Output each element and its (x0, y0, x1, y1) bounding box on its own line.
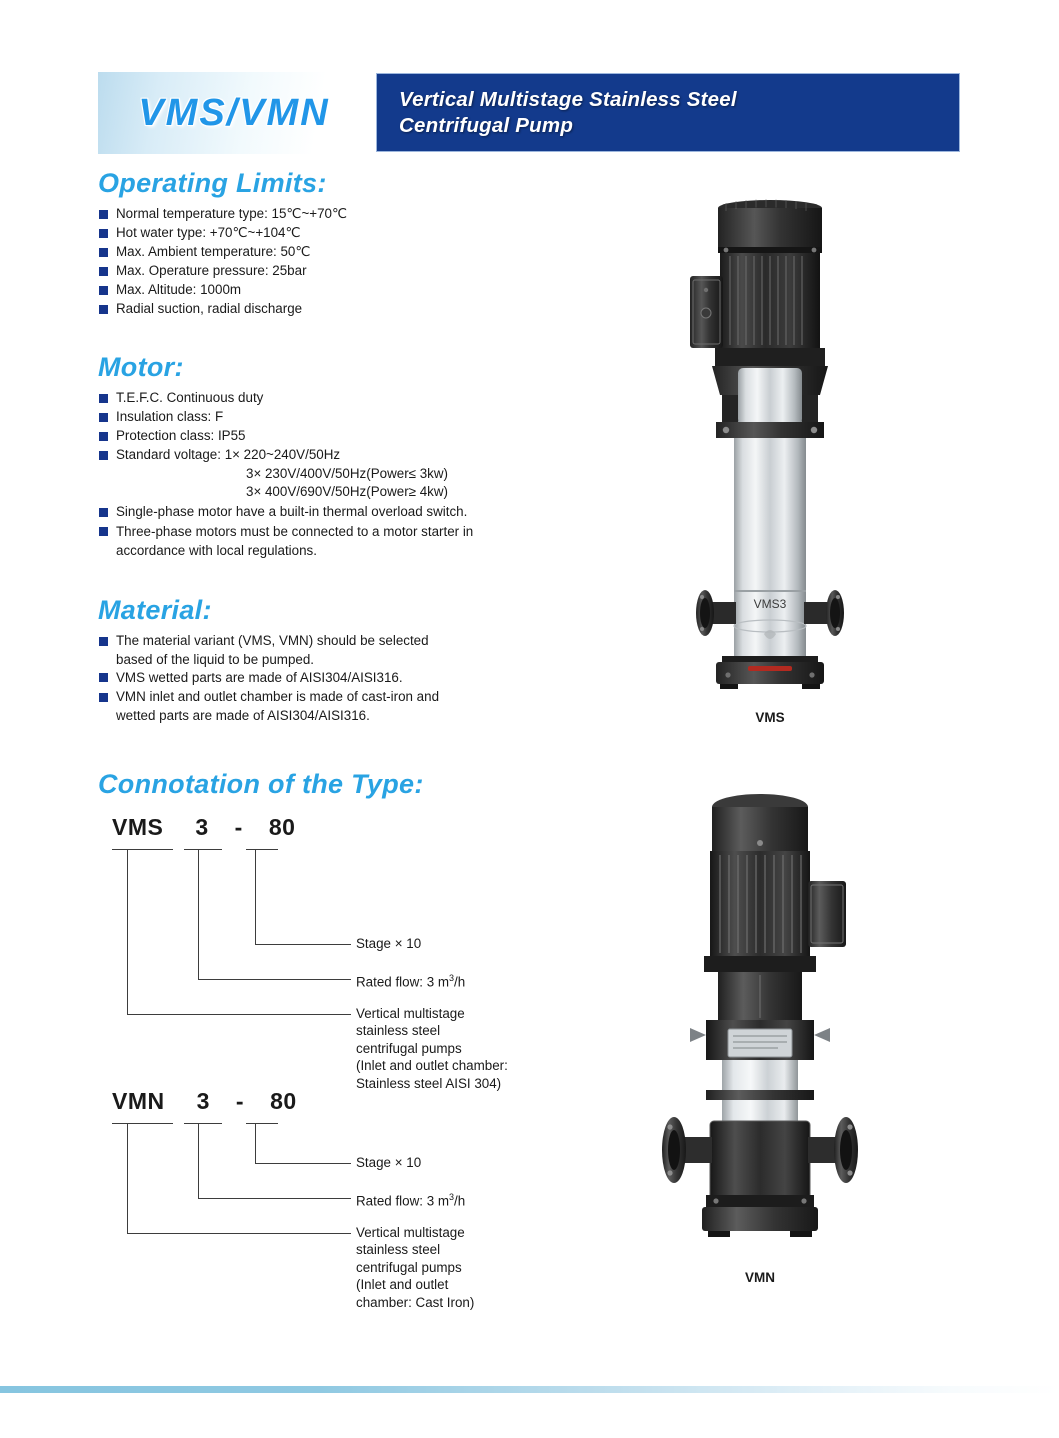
desc-line: chamber: Cast Iron) (356, 1295, 475, 1311)
operating-limits-list (98, 205, 568, 318)
code-flow: 3 (195, 813, 209, 840)
list-item: Three-phase motors must be connected to a motor starter in (98, 523, 568, 541)
voltage-line-3: 3× 400V/690V/50Hz(Power≥ 4kw) (246, 484, 448, 500)
material-heading: Material: (98, 595, 212, 626)
list-item: Max. Operature pressure: 25bar (98, 262, 568, 280)
leader-flow-vertical (198, 849, 199, 979)
desc-line: Vertical multistage (356, 1005, 465, 1021)
leader-desc-vertical (127, 849, 128, 1014)
pump-sleeve-upper (734, 438, 806, 590)
motor-continuation-line: accordance with local regulations. (116, 542, 317, 558)
leader-stage-horizontal (255, 1163, 351, 1164)
code-prefix: VMN (112, 1087, 165, 1114)
leader-stage-horizontal (255, 944, 351, 945)
label-flow: Rated flow: 3 $m^3/h$ (356, 972, 466, 990)
code-dash: - (235, 1087, 245, 1114)
label-flow: Rated flow: 3 $m^3/h$ (356, 1191, 466, 1209)
leader-flow-vertical (198, 1123, 199, 1198)
underline-stage (246, 1123, 278, 1124)
vmn-pump-caption: VMN (745, 1270, 775, 1285)
label-stage: Stage × 10 (356, 935, 422, 951)
vmn-pump-image (610, 785, 910, 1275)
pump-body-label: VMS3 (753, 597, 787, 611)
base-red-stripe (748, 666, 792, 671)
leader-stage-vertical (255, 1123, 256, 1163)
code-prefix: VMS (112, 813, 164, 840)
operating-limits-heading: Operating Limits: (98, 168, 327, 198)
title-line-2: Centrifugal Pump (399, 113, 574, 137)
vms-pump-caption: VMS (755, 710, 785, 725)
label-description (356, 1224, 474, 1312)
vent-screw-left (690, 1028, 706, 1042)
terminal-box (808, 881, 846, 947)
underline-prefix (112, 849, 173, 850)
desc-line: stainless steel (356, 1242, 441, 1258)
type-code-vms (112, 814, 295, 841)
desc-line: (Inlet and outlet chamber: (356, 1058, 508, 1074)
list-item: Standard voltage: 1× 220~240V/50Hz (98, 446, 568, 464)
page-header (98, 72, 960, 154)
list-item: Radial suction, radial discharge (98, 300, 568, 318)
material-continuation-1: based of the liquid to be pumped. (116, 652, 315, 668)
code-stage: 80 (268, 813, 296, 840)
underline-stage (246, 849, 278, 850)
desc-line: Stainless steel AISI 304) (356, 1076, 502, 1092)
list-item: T.E.F.C. Continuous duty (98, 389, 568, 407)
material-list-2 (98, 669, 568, 706)
nameplate (728, 1029, 792, 1057)
list-item: Insulation class: F (98, 408, 568, 426)
list-item: Hot water type: +70℃~+104℃ (98, 224, 568, 242)
list-item: Protection class: IP55 (98, 427, 568, 445)
desc-line: centrifugal pumps (356, 1259, 462, 1275)
underline-flow (184, 1123, 222, 1124)
footer-gradient-bar (0, 1386, 1059, 1393)
list-item: The material variant (VMS, VMN) should be selected (98, 632, 568, 650)
label-stage: Stage × 10 (356, 1154, 422, 1170)
motor-housing (710, 851, 810, 956)
type-code-diagram-vmn (98, 1088, 568, 1338)
product-title-banner (376, 73, 960, 152)
list-item: Max. Altitude: 1000m (98, 281, 568, 299)
leader-desc-horizontal (127, 1233, 351, 1234)
desc-line: stainless steel (356, 1023, 441, 1039)
code-stage: 80 (270, 1087, 297, 1114)
title-line-1: Vertical Multistage Stainless Steel (399, 87, 737, 111)
type-code-vmn (112, 1088, 297, 1115)
leader-desc-horizontal (127, 1014, 351, 1015)
desc-line: Vertical multistage (356, 1224, 465, 1240)
product-logo-box (98, 72, 370, 154)
leader-flow-horizontal (198, 1198, 351, 1199)
label-description (356, 1005, 508, 1093)
list-item: Single-phase motor have a built-in thermal overload switch. (98, 503, 568, 521)
connotation-heading: Connotation of the Type: (98, 768, 424, 799)
motor-heading: Motor: (98, 352, 184, 383)
motor-flange (704, 956, 816, 972)
material-list (98, 632, 568, 650)
list-item: VMS wetted parts are made of AISI304/AISI316. (98, 669, 568, 687)
motor-cap-screw (757, 840, 763, 846)
leader-flow-horizontal (198, 979, 351, 980)
top-bracket (716, 422, 824, 438)
leader-stage-vertical (255, 849, 256, 944)
material-continuation-3: wetted parts are made of AISI304/AISI316. (116, 708, 370, 724)
cast-iron-chamber (710, 1121, 810, 1199)
specifications-column (98, 168, 568, 1338)
list-item: Max. Ambient temperature: 50℃ (98, 243, 568, 261)
underline-flow (184, 849, 222, 850)
motor-list-2 (98, 503, 568, 540)
pump-base (702, 1207, 818, 1231)
code-dash: - (234, 813, 243, 840)
motor-list (98, 389, 568, 464)
vent-screw-right (814, 1028, 830, 1042)
list-item: VMN inlet and outlet chamber is made of cast-iron and (98, 688, 568, 706)
product-logo-text: VMS/VMN (138, 91, 330, 134)
desc-line: (Inlet and outlet (356, 1277, 449, 1293)
motor-fan-cover (718, 208, 822, 250)
vms-pump-image (660, 190, 880, 690)
leader-desc-vertical (127, 1123, 128, 1233)
desc-line: centrifugal pumps (356, 1040, 462, 1056)
pump-base (716, 662, 824, 684)
type-code-diagram-vms (98, 813, 568, 1092)
underline-prefix (112, 1123, 173, 1124)
list-item: Normal temperature type: 15℃~+70℃ (98, 205, 568, 223)
voltage-line-2: 3× 230V/400V/50Hz(Power≤ 3kw) (246, 466, 448, 482)
code-flow: 3 (196, 1087, 210, 1114)
